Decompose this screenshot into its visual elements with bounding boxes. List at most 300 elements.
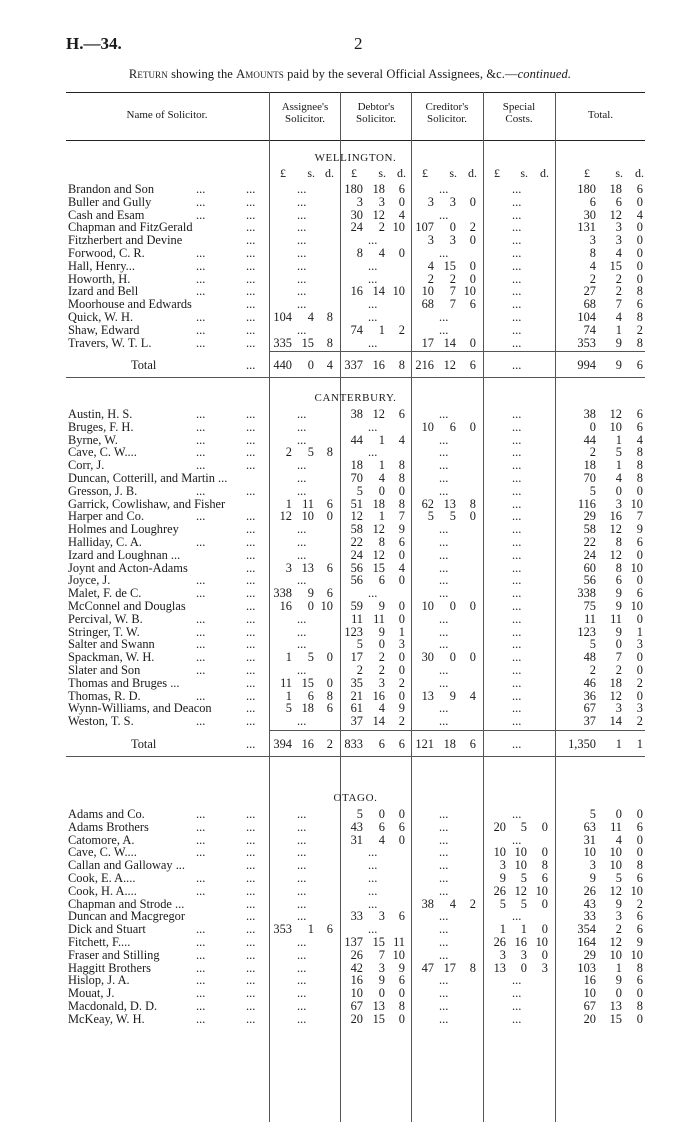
column-header-special [484,101,554,125]
solicitor-name: Corr, J. [68,458,105,473]
leader-dots: ... [246,586,256,601]
debtor-shillings: 3 [378,909,385,924]
leader-dots: ... [246,896,256,911]
debtor-blank: ... [368,586,378,601]
solicitor-name: Cook, H. A.... [68,883,137,898]
leader-dots: ... [246,271,256,286]
creditor-shillings: 0 [449,220,456,235]
creditor-pence: 0 [469,271,476,286]
assignee-pence: 8 [326,310,333,324]
section-title: CANTERBURY. [314,392,397,404]
creditor-pounds: 3 [427,233,434,248]
creditor-pence: 4 [469,688,476,703]
leader-dots: ... [246,284,256,299]
leader-dots: ... [246,624,256,639]
leader-dots: ... [196,611,206,626]
total-row [66,359,645,372]
creditor-blank: ... [439,663,449,677]
leader-dots: ... [196,182,206,196]
special-blank: ... [512,182,522,196]
leader-dots: ... [246,947,256,962]
total-pounds: 30 [583,207,596,222]
total-pence: 10 [630,947,643,962]
assignee-blank: ... [297,871,307,885]
total-shillings: 0 [615,807,622,821]
total-pence: 0 [636,832,643,847]
leader-dots: ... [196,246,206,260]
table-row [66,408,645,421]
leader-dots: ... [196,271,206,286]
debtor-blank: ... [368,871,378,885]
special-blank: ... [512,310,522,324]
total-shillings: 8 [615,535,622,549]
leader-dots: ... [246,335,256,350]
special-pounds: 9 [499,871,506,885]
assignee-blank: ... [297,573,307,588]
total-shillings: 2 [615,284,622,299]
creditor-shillings: 6 [449,419,456,434]
debtor-pence: 8 [398,999,405,1013]
debtor-pounds: 137 [344,935,363,949]
total-shillings: 5 [615,871,622,885]
special-pence: 0 [541,947,548,962]
creditor-pence: 0 [469,335,476,350]
creditor-blank: ... [439,807,449,821]
assignee-pence: 10 [320,599,333,613]
special-blank: ... [512,560,522,575]
solicitor-name: Holmes and Loughrey [68,522,179,537]
solicitor-name: Hall, Henry... [68,258,135,273]
leader-dots: ... [246,960,256,975]
creditor-blank: ... [439,522,449,537]
debtor-pounds: 74 [350,322,363,337]
solicitor-name: Halliday, C. A. [68,535,142,549]
total-pence: 0 [636,220,643,235]
total-pence: 0 [636,845,643,860]
debtor-pence: 6 [398,909,405,924]
special-blank: ... [512,220,522,235]
total-pounds: 70 [583,471,596,485]
debtor-pence: 6 [398,973,405,988]
debtor-pounds: 16 [350,284,363,299]
debtor-pence: 0 [398,1011,405,1026]
assignee-pence: 6 [326,496,333,511]
special-blank: ... [512,714,522,729]
leader-dots: ... [246,509,256,524]
total-pounds: 67 [583,701,596,716]
leader-dots: ... [196,999,206,1013]
debtor-pounds: 5 [356,637,363,652]
creditor-pounds: 62 [421,496,434,511]
total-shillings: 9 [615,624,622,639]
total-pounds: 56 [583,573,596,588]
leader-dots: ... [246,807,256,821]
assignee-blank: ... [297,522,307,537]
total-pounds: 104 [577,310,596,324]
debtor-pounds: 42 [350,960,363,975]
assignee-blank: ... [297,896,307,911]
solicitor-name: Gresson, J. B. [68,483,138,498]
leader-dots: ... [196,310,206,324]
leader-dots: ... [246,935,256,949]
total-shillings: 7 [615,297,622,312]
unit-total-pounds: £ [584,166,590,180]
total-pounds: 26 [583,883,596,898]
assignee-pounds: 335 [273,335,292,350]
creditor-blank: ... [439,432,449,447]
solicitor-name: Stringer, T. W. [68,624,140,639]
debtor-shillings: 0 [378,807,385,821]
total-shillings: 9 [615,335,622,350]
special-pounds: 13 [493,960,506,975]
column-header-debtor-line2: Solicitor. [355,113,397,125]
solicitor-name: Adams Brothers [68,819,149,834]
debtor-pounds: 67 [350,999,363,1013]
leader-dots: ... [246,547,256,562]
special-shillings: 3 [520,947,527,962]
leader-dots: ... [246,688,256,703]
section-bottom-rule [66,377,645,378]
assignee-blank: ... [297,322,307,337]
creditor-shillings: 9 [449,688,456,703]
column-header-total: Total. [587,109,614,121]
leader-dots: ... [246,358,256,373]
debtor-pence: 0 [398,663,405,677]
table-row [66,234,645,247]
total-shillings: 7 [615,650,622,665]
assignee-pounds: 11 [280,675,292,690]
total-shillings: 1 [615,432,622,447]
debtor-pence: 8 [398,458,405,473]
debtor-shillings: 18 [372,496,385,511]
debtor-shillings: 12 [372,207,385,222]
header-bottom-rule [66,140,645,141]
creditor-pence: 0 [469,419,476,434]
debtor-pence: 10 [392,220,405,235]
leader-dots: ... [246,922,256,937]
debtor-pence: 7 [398,509,405,524]
table-row [66,421,645,434]
special-blank: ... [512,688,522,703]
total-pence: 3 [636,701,643,716]
solicitor-name: Dick and Stuart [68,922,146,937]
creditor-shillings: 7 [449,297,456,312]
special-blank: ... [512,675,522,690]
leader-dots: ... [196,483,206,498]
total-pounds: 10 [583,845,596,860]
total-shillings: 12 [609,883,622,898]
assignee-blank: ... [297,947,307,962]
table-row [66,613,645,626]
leader-dots: ... [196,207,206,222]
special-shillings: 12 [514,883,527,898]
total-pounds: 75 [583,599,596,613]
total-label: Total [131,358,157,373]
assignee-blank: ... [297,935,307,949]
assignee-pounds: 1 [285,650,292,665]
debtor-pounds: 33 [350,909,363,924]
special-blank: ... [512,973,522,988]
debtor-blank: ... [368,233,378,248]
debtor-blank: ... [368,845,378,860]
assignee-blank: ... [297,883,307,898]
leader-dots: ... [246,573,256,588]
leader-dots: ... [246,599,256,613]
total-pence: 8 [636,335,643,350]
total-pence: 8 [636,310,643,324]
table-row [66,872,645,885]
creditor-blank: ... [439,207,449,222]
debtor-pence: 0 [398,246,405,260]
debtor-pence: 0 [398,573,405,588]
table-row [66,651,645,664]
creditor-pence: 0 [469,650,476,665]
assignee-blank: ... [297,714,307,729]
assignee-pence: 0 [326,650,333,665]
leader-dots: ... [246,637,256,652]
creditor-pence: 0 [469,509,476,524]
creditor-pence: 2 [469,896,476,911]
debtor-shillings: 4 [378,832,385,847]
total-pounds: 63 [583,819,596,834]
total-pence: 1 [636,737,643,751]
solicitor-name: Joynt and Acton-Adams [68,560,188,575]
creditor-shillings: 2 [449,271,456,286]
special-pounds: 3 [499,947,506,962]
leader-dots: ... [246,297,256,312]
total-pence: 10 [630,496,643,511]
debtor-pence: 8 [398,358,405,373]
leader-dots: ... [246,701,256,716]
assignee-pounds: 1 [285,688,292,703]
solicitor-name: Cook, E. A.... [68,871,136,885]
total-pence: 9 [636,935,643,949]
creditor-shillings: 12 [443,358,456,373]
total-pounds: 354 [577,922,596,937]
debtor-blank: ... [368,297,378,312]
total-shillings: 9 [615,973,622,988]
table-row [66,247,645,260]
solicitor-name: Brandon and Son [68,182,155,196]
total-pence: 0 [636,807,643,821]
creditor-pounds: 107 [415,220,434,235]
creditor-shillings: 0 [449,650,456,665]
debtor-blank: ... [368,922,378,937]
solicitor-name: Hislop, J. A. [68,973,130,988]
assignee-pounds: 1 [285,496,292,511]
debtor-pence: 4 [398,560,405,575]
leader-dots: ... [246,871,256,885]
debtor-pence: 6 [398,407,405,421]
total-pence: 8 [636,960,643,975]
assignee-blank: ... [297,858,307,873]
total-pence: 8 [636,999,643,1013]
caption-word-return: Return [128,67,168,81]
debtor-pounds: 337 [344,358,363,373]
leader-dots: ... [196,624,206,639]
leader-dots: ... [196,284,206,299]
debtor-shillings: 15 [372,935,385,949]
leader-dots: ... [246,432,256,447]
total-pounds: 6 [589,194,596,209]
debtor-shillings: 0 [378,986,385,1001]
leader-dots: ... [246,1011,256,1026]
debtor-pounds: 20 [350,1011,363,1026]
leader-dots: ... [246,832,256,847]
solicitor-name: Fraser and Stilling [68,947,160,962]
total-shillings: 12 [609,547,622,562]
total-row [66,738,645,751]
debtor-pounds: 44 [350,432,363,447]
leader-dots: ... [196,883,206,898]
special-pence: 0 [541,819,548,834]
column-header-name: Name of Solicitor. [126,109,208,121]
leader-dots: ... [246,611,256,626]
assignee-blank: ... [297,207,307,222]
creditor-blank: ... [439,701,449,716]
table-row [66,472,645,485]
special-blank: ... [512,284,522,299]
leader-dots: ... [246,858,256,873]
total-pounds: 353 [577,335,596,350]
total-pounds: 33 [583,909,596,924]
creditor-shillings: 14 [443,335,456,350]
creditor-blank: ... [439,611,449,626]
leader-dots: ... [196,637,206,652]
total-shillings: 9 [615,586,622,601]
leader-dots: ... [196,960,206,975]
creditor-pence: 0 [469,258,476,273]
creditor-blank: ... [439,973,449,988]
debtor-shillings: 6 [378,573,385,588]
creditor-blank: ... [439,586,449,601]
creditor-pence: 2 [469,220,476,235]
debtor-shillings: 9 [378,599,385,613]
leader-dots: ... [246,419,256,434]
debtor-shillings: 4 [378,246,385,260]
debtor-pence: 1 [398,624,405,639]
creditor-blank: ... [439,832,449,847]
special-blank: ... [512,419,522,434]
leader-dots: ... [246,675,256,690]
total-pence: 4 [636,432,643,447]
assignee-shillings: 6 [307,688,314,703]
debtor-shillings: 12 [372,522,385,537]
caption-text-2: paid by the several Official Assignees, &c.— [283,67,518,81]
assignee-pence: 8 [326,445,333,460]
column-header-creditor [412,101,482,125]
debtor-pence: 10 [392,284,405,299]
total-pence: 2 [636,896,643,911]
creditor-blank: ... [439,483,449,498]
total-pounds: 180 [577,182,596,196]
table-row [66,949,645,962]
column-header-debtor [341,101,411,125]
solicitor-name: Fitzherbert and Devine [68,233,183,248]
solicitor-name: Austin, H. S. [68,407,133,421]
debtor-pounds: 17 [350,650,363,665]
creditor-blank: ... [439,560,449,575]
debtor-pence: 0 [398,832,405,847]
debtor-shillings: 13 [372,999,385,1013]
assignee-pence: 2 [326,737,333,751]
debtor-shillings: 16 [372,688,385,703]
leader-dots: ... [196,509,206,524]
solicitor-name: Forwood, C. R. [68,246,145,260]
debtor-shillings: 2 [378,663,385,677]
debtor-shillings: 2 [378,220,385,235]
total-pounds: 994 [577,358,596,373]
total-shillings: 5 [615,445,622,460]
unit-debtor-pence: d. [397,166,406,180]
creditor-pounds: 216 [415,358,434,373]
creditor-blank: ... [439,871,449,885]
special-blank: ... [512,832,522,847]
debtor-shillings: 3 [378,194,385,209]
assignee-blank: ... [297,233,307,248]
leader-dots: ... [196,258,206,273]
total-pence: 8 [636,445,643,460]
assignee-pence: 4 [326,358,333,373]
creditor-blank: ... [439,624,449,639]
creditor-pence: 6 [469,297,476,312]
debtor-shillings: 4 [378,701,385,716]
leader-dots: ... [246,207,256,222]
creditor-blank: ... [439,986,449,1001]
special-blank: ... [512,297,522,312]
leader-dots: ... [196,1011,206,1026]
total-pence: 10 [630,883,643,898]
assignee-blank: ... [297,1011,307,1026]
total-shillings: 15 [609,1011,622,1026]
total-pence: 0 [636,663,643,677]
total-pence: 6 [636,973,643,988]
debtor-pounds: 56 [350,573,363,588]
special-blank: ... [512,522,522,537]
solicitor-name: Howorth, H. [68,271,131,286]
total-pounds: 16 [583,973,596,988]
total-pence: 0 [636,688,643,703]
total-pounds: 4 [589,258,596,273]
leader-dots: ... [196,573,206,588]
total-pounds: 2 [589,271,596,286]
special-blank: ... [512,535,522,549]
leader-dots: ... [246,233,256,248]
solicitor-name: Quick, W. H. [68,310,134,324]
special-blank: ... [512,445,522,460]
assignee-blank: ... [297,611,307,626]
total-shillings: 1 [615,322,622,337]
assignee-shillings: 11 [302,496,314,511]
assignee-pounds: 104 [273,310,292,324]
total-shillings: 12 [609,207,622,222]
assignee-pence: 8 [326,335,333,350]
solicitor-name: Duncan, Cotterill, and Martin ... [68,471,228,485]
solicitor-name: Haggitt Brothers [68,960,151,975]
debtor-pence: 11 [393,935,405,949]
total-shillings: 0 [615,637,622,652]
special-pounds: 5 [499,896,506,911]
total-shillings: 4 [615,246,622,260]
leader-dots: ... [246,182,256,196]
total-shillings: 18 [609,182,622,196]
creditor-pence: 0 [469,194,476,209]
leader-dots: ... [246,999,256,1013]
leader-dots: ... [196,688,206,703]
total-pence: 0 [636,986,643,1001]
solicitor-name: Thomas and Bruges ... [68,675,180,690]
debtor-pence: 2 [398,714,405,729]
